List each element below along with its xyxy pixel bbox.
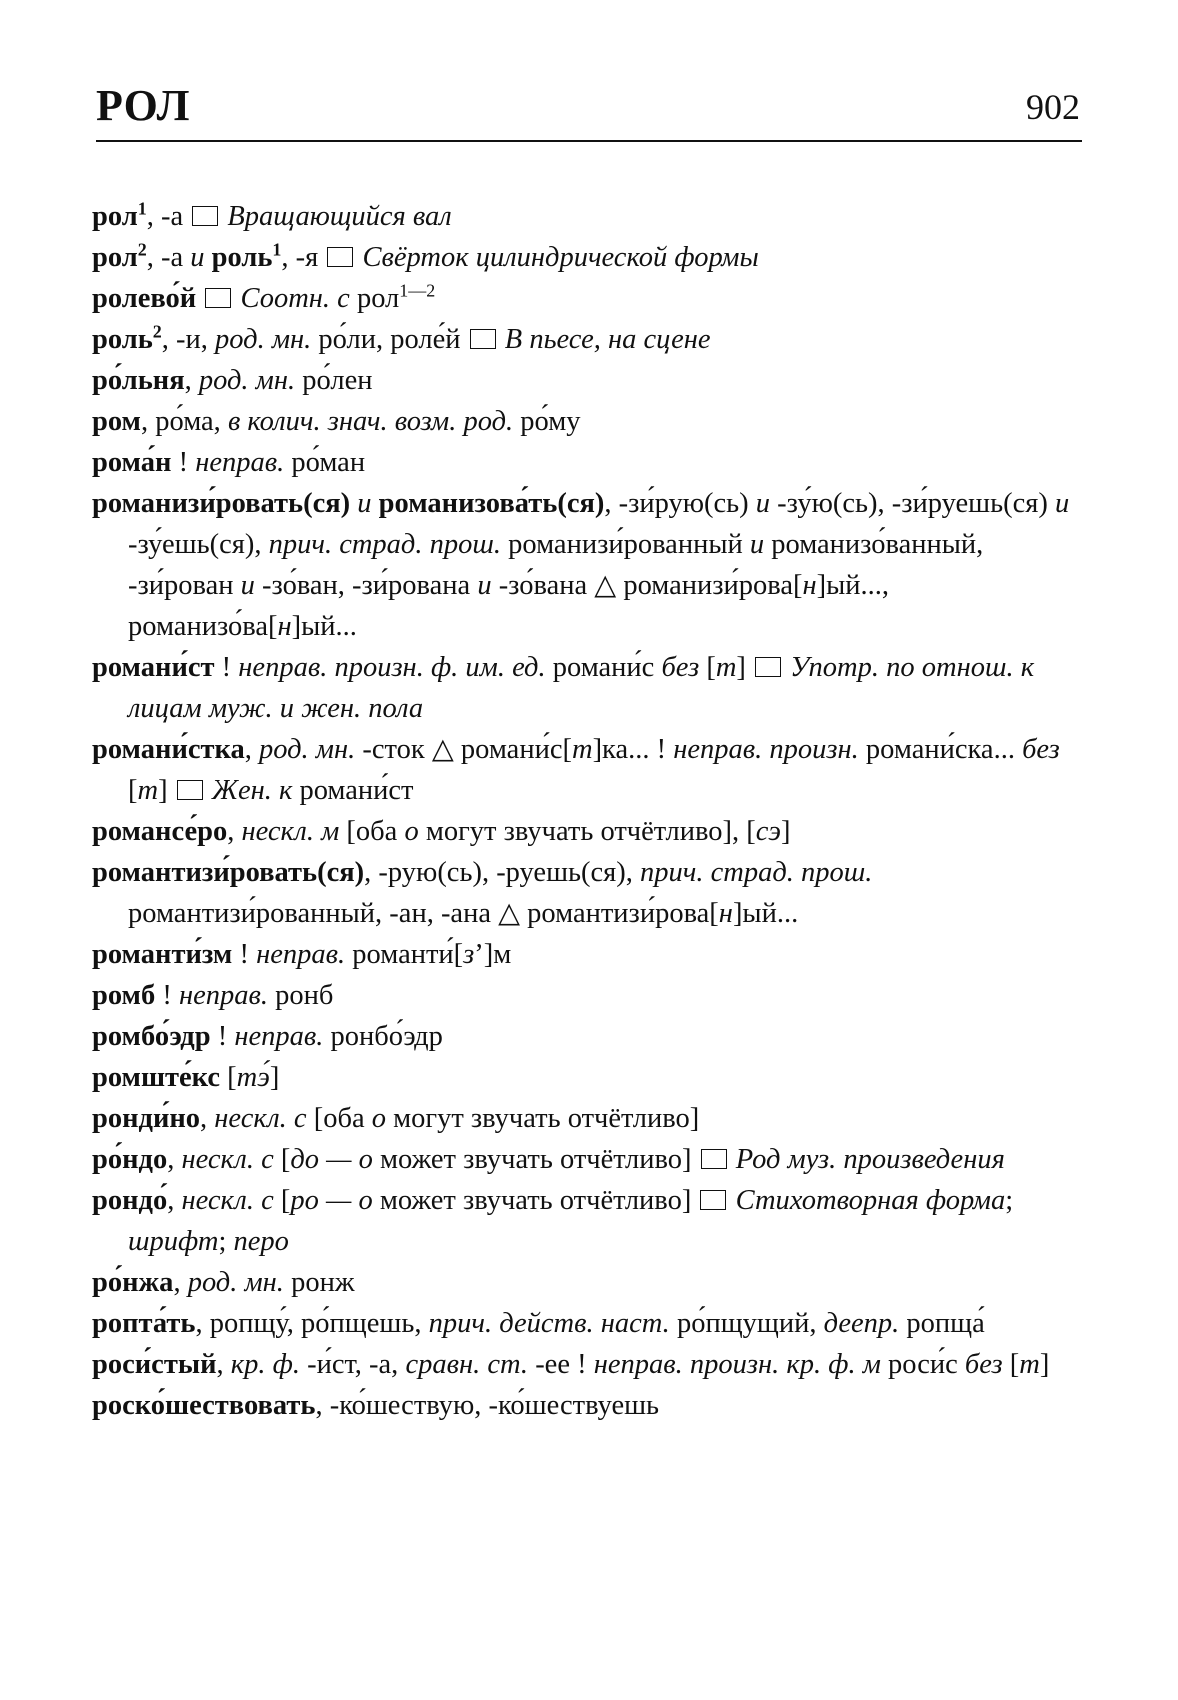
dictionary-entry: романи́ст ! неправ. произн. ф. им. ед. романи́с без [т] Употр. по отнош. к лицам муж. и жен. пола	[92, 652, 1035, 724]
dictionary-entry: ро́нжа, род. мн. ронж	[92, 1267, 355, 1298]
page-number: 902	[1026, 87, 1080, 127]
dictionary-entry: ро́льня, род. мн. ро́лен	[92, 365, 373, 396]
dictionary-entry: ромште́кс [тэ́]	[92, 1062, 280, 1093]
dictionary-entry: роль$^2$, -и, род. мн. ро́ли, роле́й В пьесе, на сцене	[92, 321, 711, 355]
dictionary-entry: ролево́й Соотн. с рол$^{1—2}$	[92, 280, 436, 314]
dictionary-entry: рома́н ! неправ. ро́ман	[92, 447, 366, 478]
dictionary-entry: ро́ндо, нескл. с [до — о может звучать отчётливо] Род муз. произведения	[92, 1144, 1005, 1175]
running-head: РОЛ	[96, 81, 191, 130]
dictionary-entry: ромбо́эдр ! неправ. ронбо́эдр	[92, 1021, 443, 1052]
dictionary-entry: романтизи́ровать(ся), -рую(сь), -руешь(ся), прич. страд. прош. романтизи́рованный, -ан, -ана △ романтизи́рова[н]ый...	[92, 857, 873, 929]
dictionary-entry: романизи́ровать(ся) и романизова́ть(ся), -зи́рую(сь) и -зу́ю(сь), -зи́руешь(ся) и -зу́ешь(ся), прич. страд. прош. романизи́рованный и романизо́ванный, -зи́рован и -зо́ван, -зи́рована и -зо́вана △ романизи́рова[н]ый..., романизо́ва[н]ый...	[92, 488, 1070, 642]
dictionary-entry: роси́стый, кр. ф. -и́ст, -а, сравн. ст. -ее ! неправ. произн. кр. ф. м роси́с без [т]	[92, 1349, 1050, 1380]
dictionary-entry: романи́стка, род. мн. -сток △ романи́с[т]ка... ! неправ. произн. романи́ска... без [т] Жен. к романи́ст	[92, 734, 1060, 806]
entry-list	[92, 196, 1092, 1426]
dictionary-entry: ронди́но, нескл. с [оба о могут звучать отчётливо]	[92, 1103, 700, 1134]
dictionary-entry: рол$^1$, -а Вращающийся вал	[92, 198, 452, 232]
dictionary-entry: рол$^2$, -а и роль$^1$, -я Свёрток цилиндрической формы	[92, 239, 759, 273]
dictionary-entry: рондо́, нескл. с [ро — о может звучать отчётливо] Стихотворная форма; шрифт; перо	[92, 1185, 1014, 1257]
dictionary-entry: романсе́ро, нескл. м [оба о могут звучать отчётливо], [сэ]	[92, 816, 791, 847]
header-rule	[96, 140, 1082, 142]
dictionary-entry: роско́шествовать, -ко́шествую, -ко́шествуешь	[92, 1390, 660, 1421]
dictionary-entry: ром, ро́ма, в колич. знач. возм. род. ро́му	[92, 406, 581, 437]
dictionary-entry: ропта́ть, ропщу́, ро́пщешь, прич. действ. наст. ро́пщущий, деепр. ропща́	[92, 1308, 985, 1339]
dictionary-entry: ромб ! неправ. ронб	[92, 980, 334, 1011]
dictionary-entry: романти́зм ! неправ. романти́[зʼ]м	[92, 939, 512, 970]
